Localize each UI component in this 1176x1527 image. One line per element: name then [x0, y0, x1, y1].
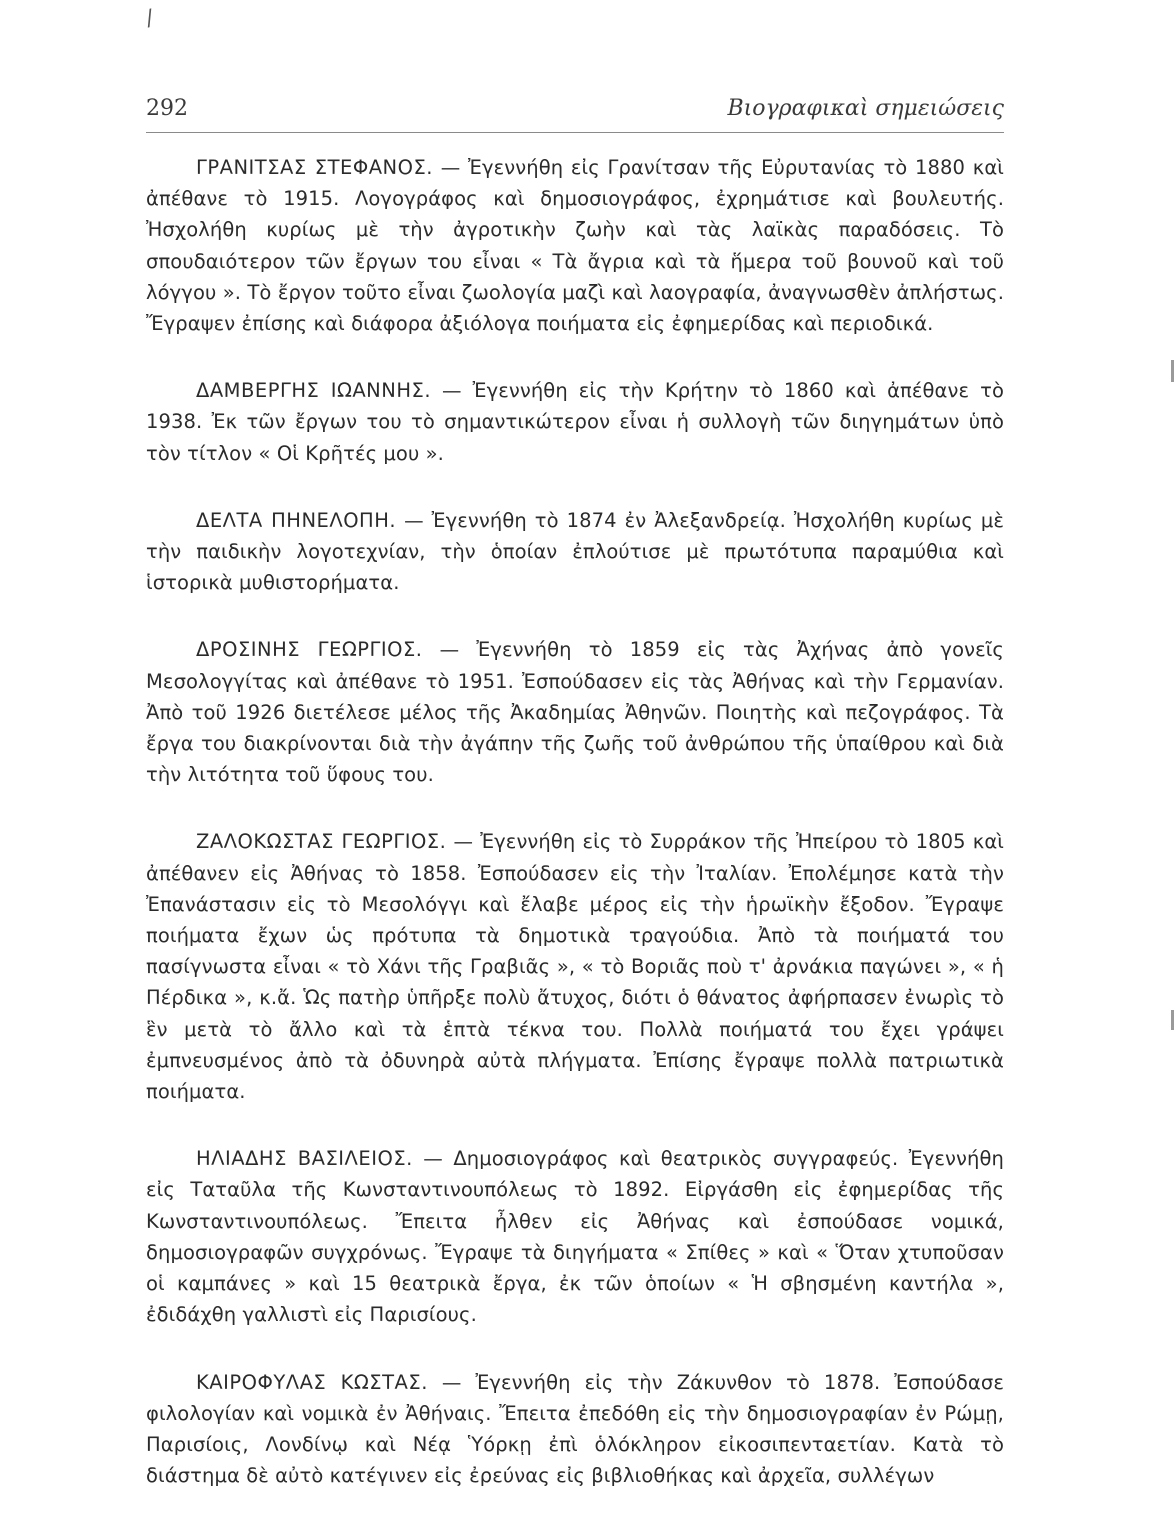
biography-list	[146, 152, 1004, 1527]
page-header	[146, 92, 1004, 133]
entry-text: — Ἐγεννήθη εἰς τὸ Συρράκον τῆς Ἠπείρου τὸ 1805 καὶ ἀπέθανεν εἰς Ἀθήνας τὸ 1858. Ἐσπούδασεν εἰς τὴν Ἰταλίαν. Ἐπολέμησε κατὰ τὴν Ἐπανάστασιν εἰς τὸ Μεσολόγγι καὶ ἔλαβε μέρος εἰς τὴν ἡρωϊκὴν ἔξοδον. Ἔγραψε ποιήματα ἔχων ὡς πρότυπα τὰ δημοτικὰ τραγούδια. Ἀπὸ τὰ ποιήματά του πασίγνωστα εἶναι « τὸ Χάνι τῆς Γραβιᾶς », « τὸ Βοριᾶς ποὺ τ' ἀρνάκια παγώνει », « ἡ Πέρδικα », κ.ἄ. Ὡς πατὴρ ὑπῆρξε πολὺ ἄτυχος, διότι ὁ θάνατος ἀφήρπασεν ἐνωρὶς τὸ ἓν μετὰ τὸ ἄλλο καὶ τὰ ἑπτὰ τέκνα του. Πολλὰ ποιήματά του ἔχει γράψει ἐμπνευσμένος ἀπὸ τὰ ὀδυνηρὰ αὐτὰ πλήγματα. Ἐπίσης ἔγραψε πολλὰ πατριωτικὰ ποιήματα.	[146, 830, 1004, 1104]
entry-name: ΖΑΛΟΚΩΣΤΑΣ ΓΕΩΡΓΙΟΣ.	[196, 830, 447, 854]
entry-name: ΔΑΜΒΕΡΓΗΣ ΙΩΑΝΝΗΣ.	[196, 379, 432, 403]
biography-entry	[146, 826, 1004, 1107]
biography-entry	[146, 1143, 1004, 1330]
entry-text: — Ἐγεννήθη εἰς Γρανίτσαν τῆς Εὐρυτανίας τὸ 1880 καὶ ἀπέθανε τὸ 1915. Λογογράφος καὶ δημοσιογράφος, ἐχρημάτισε καὶ βουλευτής. Ἠσχολήθη κυρίως μὲ τὴν ἀγροτικὴν ζωὴν καὶ τὰς λαϊκὰς παραδόσεις. Τὸ σπουδαιότερον τῶν ἔργων του εἶναι « Τὰ ἄγρια καὶ τὰ ἥμερα τοῦ βουνοῦ καὶ τοῦ λόγγου ». Τὸ ἔργον τοῦτο εἶναι ζωολογία μαζὶ καὶ λαογραφία, ἀναγνωσθὲν ἀπλήστως. Ἔγραψεν ἐπίσης καὶ διάφορα ἀξιόλογα ποιήματα εἰς ἐφημερίδας καὶ περιοδικά.	[146, 156, 1004, 336]
page-number: 292	[146, 96, 188, 121]
entry-name: ΔΡΟΣΙΝΗΣ ΓΕΩΡΓΙΟΣ.	[196, 638, 423, 662]
entry-text: — Δημοσιογράφος καὶ θεατρικὸς συγγραφεύς. Ἐγεννήθη εἰς Ταταῦλα τῆς Κωνσταντινουπόλεως τὸ 1892. Εἰργάσθη εἰς ἐφημερίδας τῆς Κωνσταντινουπόλεως. Ἔπειτα ἦλθεν εἰς Ἀθήνας καὶ ἐσπούδασε νομικά, δημοσιογραφῶν συγχρόνως. Ἔγραψε τὰ διηγήματα « Σπίθες » καὶ « Ὅταν χτυποῦσαν οἱ καμπάνες » καὶ 15 θεατρικὰ ἔργα, ἐκ τῶν ὁποίων « Ἡ σβησμένη καντήλα », ἐδιδάχθη γαλλιστὶ εἰς Παρισίους.	[146, 1147, 1004, 1327]
entry-name: ΗΛΙΑΔΗΣ ΒΑΣΙΛΕΙΟΣ.	[196, 1147, 413, 1171]
biography-entry	[146, 375, 1004, 469]
entry-text: — Ἐγεννήθη εἰς τὴν Ζάκυνθον τὸ 1878. Ἐσπούδασε φιλολογίαν καὶ νομικὰ ἐν Ἀθήναις. Ἔπειτα ἐπεδόθη εἰς τὴν δημοσιογραφίαν ἐν Ρώμῃ, Παρισίοις, Λονδίνῳ καὶ Νέᾳ Ὑόρκῃ ἐπὶ ὁλόκληρον εἰκοσιπενταετίαν. Κατὰ τὸ διάστημα δὲ αὐτὸ κατέγινεν εἰς ἐρεύνας εἰς βιβλιοθήκας καὶ ἀρχεῖα, συλλέγων	[146, 1370, 1004, 1488]
running-head: Βιογραφικαὶ σημειώσεις	[727, 96, 1004, 121]
entry-name: ΚΑΙΡΟΦΥΛΑΣ ΚΩΣΤΑΣ.	[196, 1370, 428, 1394]
entry-name: ΓΡΑΝΙΤΣΑΣ ΣΤΕΦΑΝΟΣ.	[196, 156, 433, 179]
scan-edge-mark	[1171, 360, 1174, 382]
entry-text: — Ἐγεννήθη τὸ 1874 ἐν Ἀλεξανδρείᾳ. Ἠσχολήθη κυρίως μὲ τὴν παιδικὴν λογοτεχνίαν, τὴν ὁποίαν ἐπλούτισε μὲ πρωτότυπα παραμύθια καὶ ἱστορικὰ μυθιστορήματα.	[146, 508, 1004, 595]
entry-text: — Ἐγεννήθη εἰς τὴν Κρήτην τὸ 1860 καὶ ἀπέθανε τὸ 1938. Ἐκ τῶν ἔργων του τὸ σημαντικώτερον εἶναι ἡ συλλογὴ τῶν διηγημάτων ὑπὸ τὸν τίτλον « Οἱ Κρῆτές μου ».	[146, 379, 1004, 465]
biography-entry	[146, 1367, 1004, 1492]
entry-text: — Ἐγεννήθη τὸ 1859 εἰς τὰς Ἀχήνας ἀπὸ γονεῖς Μεσολογγίτας καὶ ἀπέθανε τὸ 1951. Ἐσπούδασεν εἰς τὰς Ἀθήνας καὶ τὴν Γερμανίαν. Ἀπὸ τοῦ 1926 διετέλεσε μέλος τῆς Ἀκαδημίας Ἀθηνῶν. Ποιητὴς καὶ πεζογράφος. Τὰ ἔργα του διακρίνονται διὰ τὴν ἀγάπην τῆς ζωῆς τοῦ ἀνθρώπου τῆς ὑπαίθρου καὶ διὰ τὴν λιτότητα τοῦ ὕφους του.	[146, 638, 1004, 787]
biography-entry	[146, 634, 1004, 790]
scan-edge-mark	[1171, 1010, 1174, 1030]
biography-entry	[146, 152, 1004, 339]
scan-pen-mark: /	[143, 5, 156, 32]
entry-name: ΔΕΛΤΑ ΠΗΝΕΛΟΠΗ.	[196, 508, 397, 532]
biography-entry	[146, 505, 1004, 599]
